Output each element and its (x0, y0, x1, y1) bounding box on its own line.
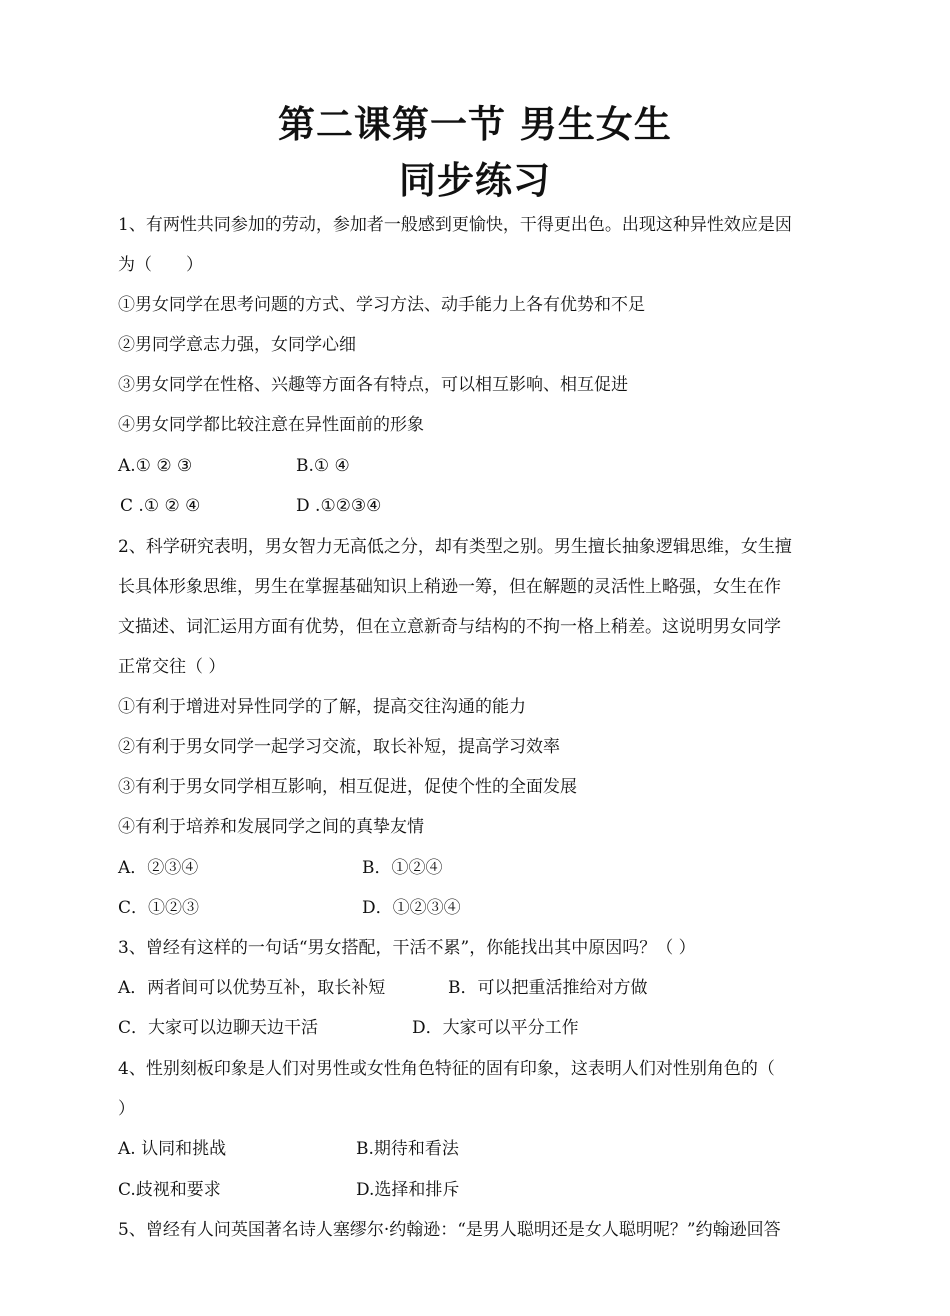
q2-option-d: D．①②③④ (362, 898, 461, 918)
q4-option-b: B.期待和看法 (356, 1139, 459, 1159)
q2-stem-line-3: 文描述、词汇运用方面有优势，但在立意新奇与结构的不拘一格上稍差。这说明男女同学 (118, 617, 781, 637)
q4-option-a: A. 认同和挑战 (118, 1139, 227, 1159)
page-subtitle: 同步练习 (399, 158, 551, 202)
q1-option-a: A.① ② ③ (118, 456, 193, 476)
q2-stem-line-4: 正常交往（ ） (118, 657, 226, 677)
q1-statement-4: ④男女同学都比较注意在异性面前的形象 (118, 415, 424, 435)
q1-statement-1: ①男女同学在思考问题的方式、学习方法、动手能力上各有优势和不足 (118, 295, 645, 315)
q1-stem-line-1: 1、有两性共同参加的劳动，参加者一般感到更愉快，干得更出色。出现这种异性效应是因 (118, 215, 792, 235)
q3-option-c: C．大家可以边聊天边干活 (118, 1018, 319, 1038)
q4-option-d: D.选择和排斥 (356, 1180, 460, 1200)
q4-option-c: C.歧视和要求 (118, 1180, 221, 1200)
q2-option-a: A．②③④ (118, 858, 199, 878)
q2-stem-line-2: 长具体形象思维，男生在掌握基础知识上稍逊一筹，但在解题的灵活性上略强，女生在作 (118, 577, 781, 597)
q4-stem-line-2: ） (118, 1099, 135, 1119)
q2-statement-2: ②有利于男女同学一起学习交流，取长补短，提高学习效率 (118, 737, 560, 757)
q3-option-d: D．大家可以平分工作 (412, 1018, 579, 1038)
q2-statement-1: ①有利于增进对异性同学的了解，提高交往沟通的能力 (118, 697, 526, 717)
q1-option-b: B.① ④ (296, 456, 350, 476)
q2-option-b: B．①②④ (362, 858, 443, 878)
q3-option-a: A．两者间可以优势互补，取长补短 (118, 978, 386, 998)
q2-stem-line-1: 2、科学研究表明，男女智力无高低之分，却有类型之别。男生擅长抽象逻辑思维，女生擅 (118, 537, 792, 557)
q1-statement-2: ②男同学意志力强，女同学心细 (118, 335, 356, 355)
q2-option-c: C．①②③ (118, 898, 200, 918)
page-title: 第二课第一节 男生女生 (278, 102, 672, 146)
q5-stem-line-1: 5、曾经有人问英国著名诗人塞缪尔·约翰逊：“是男人聪明还是女人聪明呢？”约翰逊回答 (118, 1220, 781, 1240)
q3-stem: 3、曾经有这样的一句话“男女搭配，干活不累”，你能找出其中原因吗？（ ） (118, 938, 696, 958)
q1-stem-line-2: 为（ ） (118, 255, 203, 275)
q1-option-d: D .①②③④ (296, 496, 382, 516)
q2-statement-3: ③有利于男女同学相互影响，相互促进，促使个性的全面发展 (118, 777, 577, 797)
q1-option-c: C .① ② ④ (120, 496, 201, 516)
q4-stem-line-1: 4、性别刻板印象是人们对男性或女性角色特征的固有印象，这表明人们对性别角色的（ (118, 1059, 775, 1079)
q1-statement-3: ③男女同学在性格、兴趣等方面各有特点，可以相互影响、相互促进 (118, 375, 628, 395)
q3-option-b: B．可以把重活推给对方做 (448, 978, 648, 998)
q2-statement-4: ④有利于培养和发展同学之间的真挚友情 (118, 817, 424, 837)
